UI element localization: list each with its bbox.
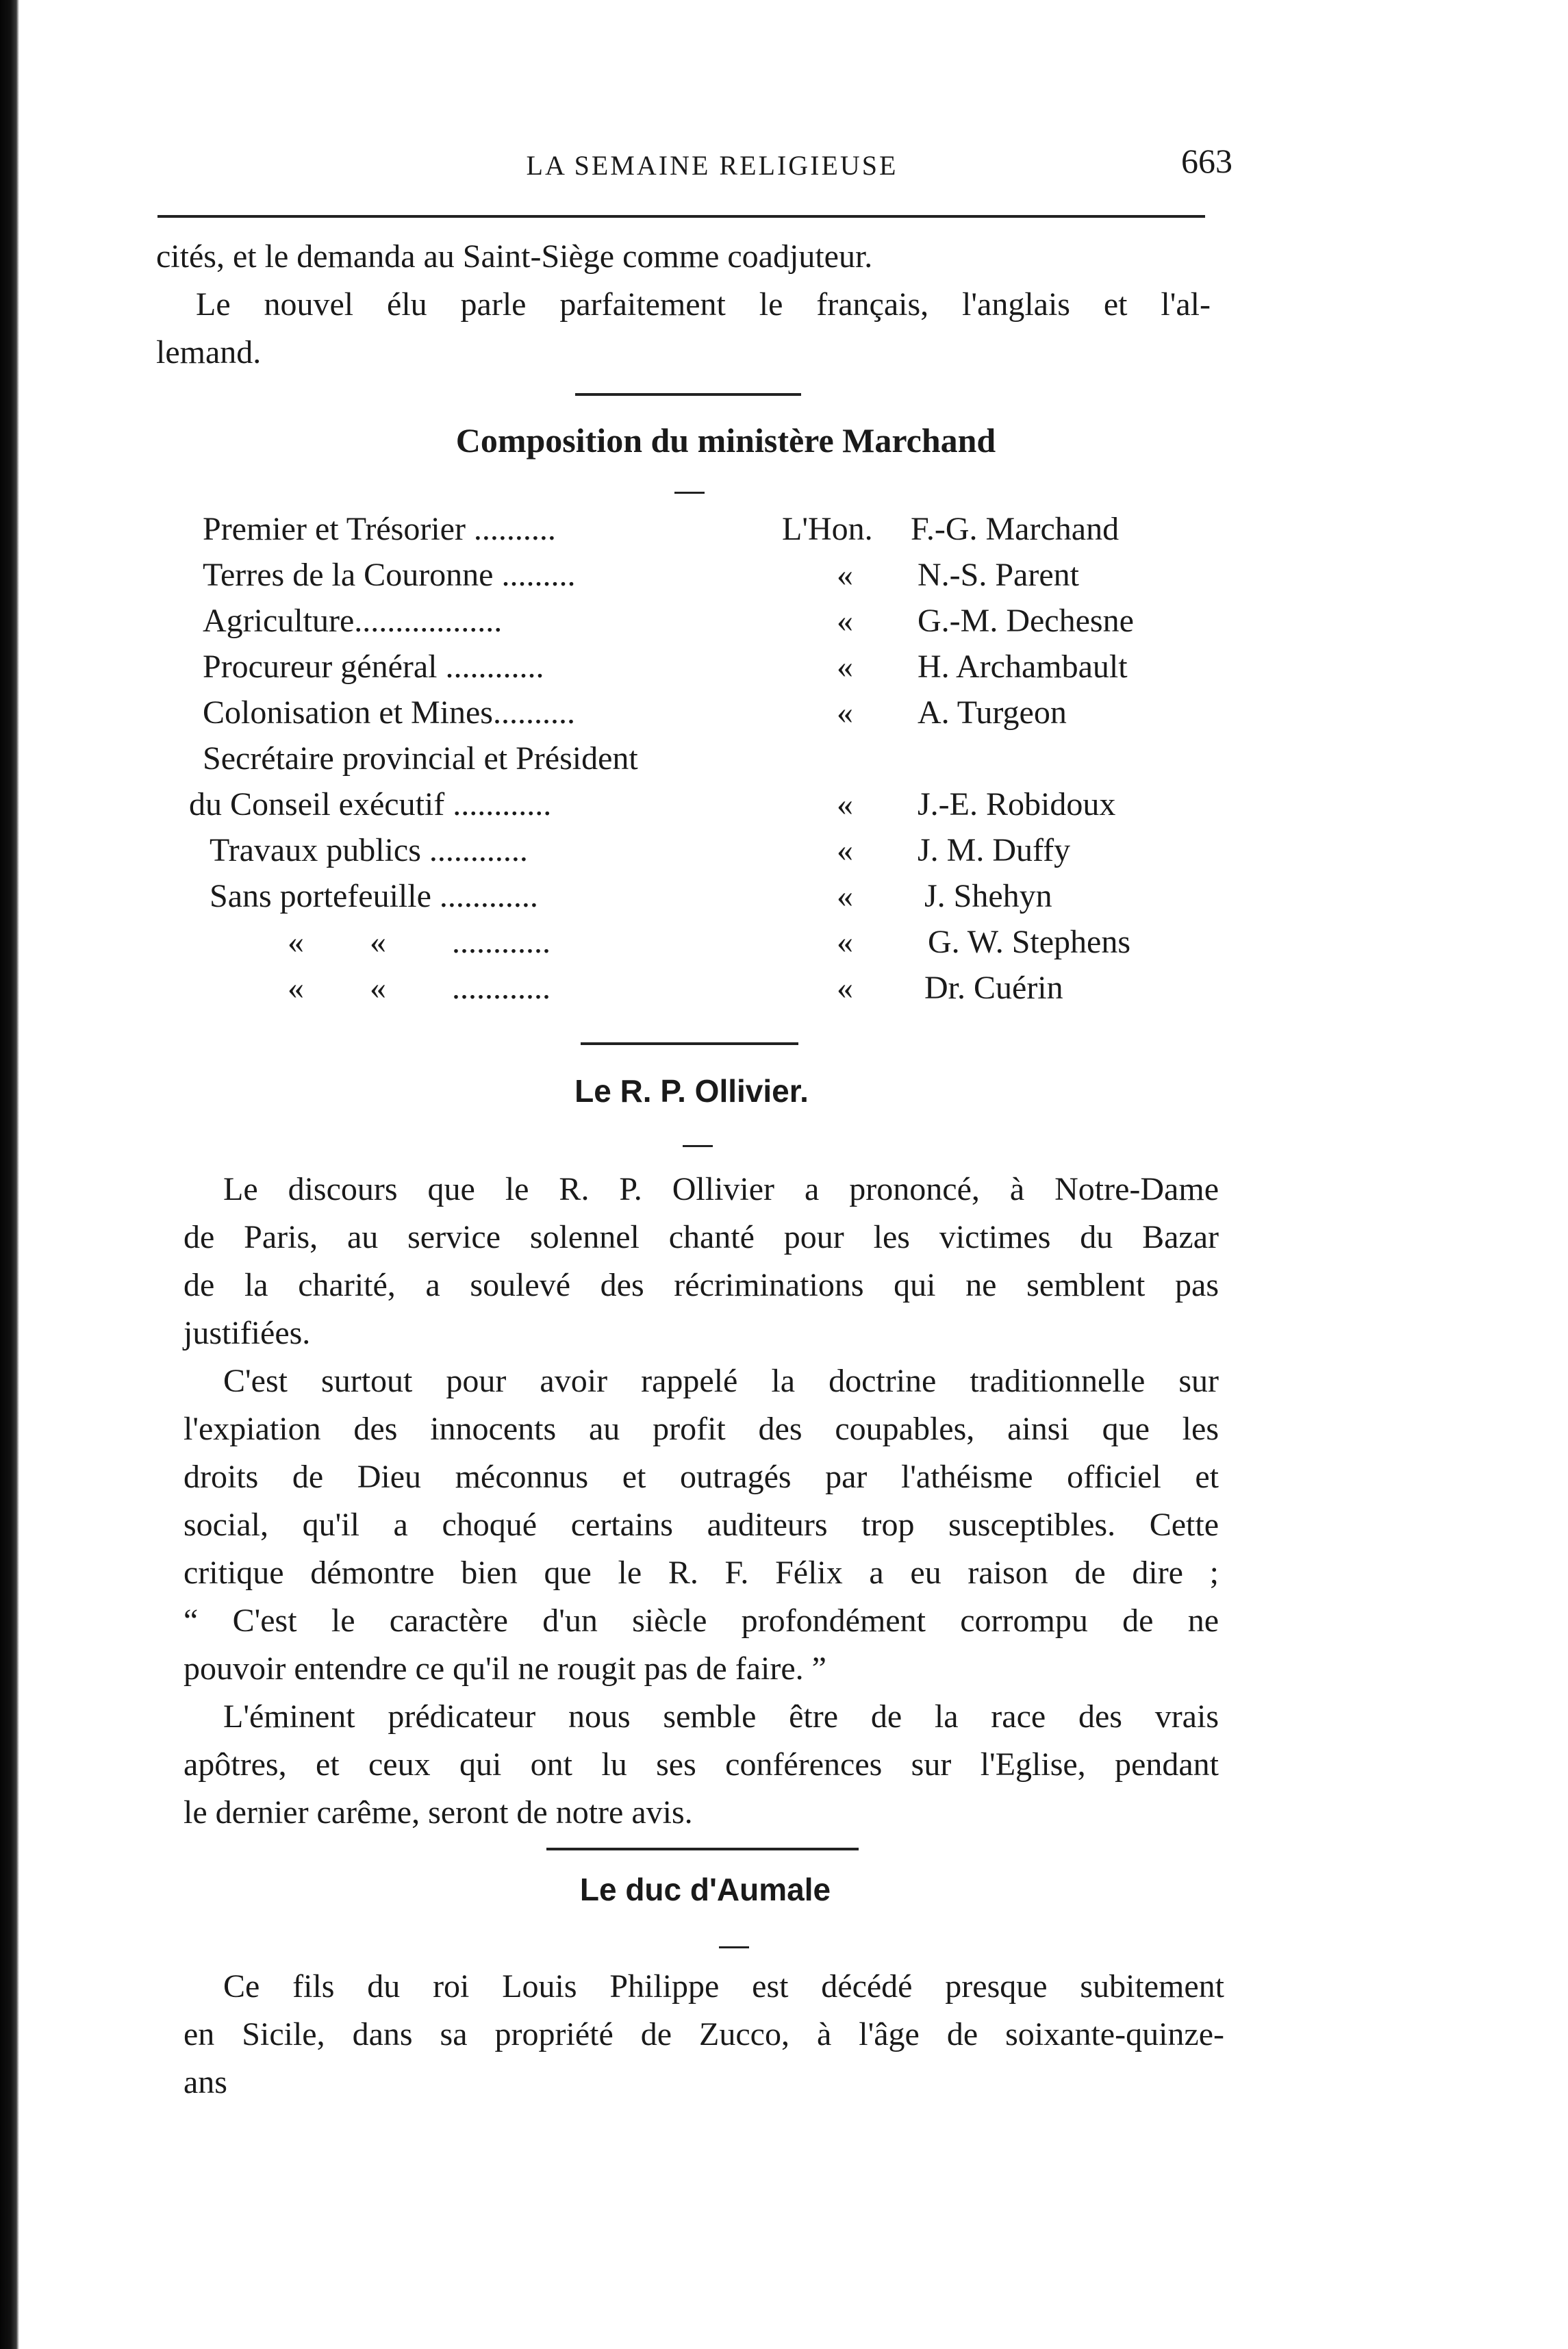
- ministry-title-mark: L'Hon.: [782, 511, 873, 547]
- ollivier-paragraph-1: [184, 1166, 1219, 1357]
- ministry-ditto-mark: «: [837, 649, 853, 685]
- ministry-minister: J. M. Duffy: [918, 832, 1071, 868]
- paragraph-line: critique démontre bien que le R. F. Félix a eu raison de dire ;: [184, 1555, 1219, 1591]
- intro-line: lemand.: [156, 334, 262, 370]
- aumale-paragraph: [184, 1963, 1224, 2107]
- heading-dash: [683, 1145, 713, 1147]
- intro-line: cités, et le demanda au Saint-Siège comme coadjuteur.: [156, 238, 873, 275]
- paragraph-line: Le discours que le R. P. Ollivier a prononcé, à Notre-Dame: [223, 1171, 1219, 1207]
- paragraph-line: de la charité, a soulevé des récriminations qui ne semblent pas: [184, 1267, 1219, 1303]
- ministry-office: Travaux publics ............: [210, 832, 528, 868]
- paragraph-line: de Paris, au service solennel chanté pour les victimes du Bazar: [184, 1219, 1219, 1255]
- ministry-ditto-mark: «: [837, 832, 853, 868]
- paragraph-line: pouvoir entendre ce qu'il ne rougit pas de faire. ”: [184, 1650, 826, 1687]
- paragraph-line: “ C'est le caractère d'un siècle profondément corrompu de ne: [184, 1603, 1219, 1639]
- section-heading-ministry: Composition du ministère Marchand: [455, 421, 996, 460]
- paragraph-line: L'éminent prédicateur nous semble être de la race des vrais: [223, 1698, 1219, 1735]
- paragraph-line: justifiées.: [184, 1315, 311, 1351]
- intro-line: Le nouvel élu parle parfaitement le français, l'anglais et l'al-: [196, 286, 1211, 323]
- ministry-minister: F.-G. Marchand: [911, 511, 1120, 547]
- ministry-minister: A. Turgeon: [918, 694, 1067, 731]
- ministry-minister: G. W. Stephens: [928, 924, 1131, 960]
- heading-dash: [719, 1946, 749, 1948]
- paragraph-line: C'est surtout pour avoir rappelé la doctrine traditionnelle sur: [223, 1363, 1219, 1399]
- ministry-office: Agriculture..................: [203, 603, 503, 639]
- ministry-office: Premier et Trésorier ..........: [203, 511, 556, 547]
- paragraph-line: droits de Dieu méconnus et outragés par l'athéisme officiel et: [184, 1459, 1219, 1495]
- heading-dash: [674, 492, 705, 494]
- paragraph-line: en Sicile, dans sa propriété de Zucco, à l'âge de soixante-quinze-: [184, 2016, 1224, 2052]
- ministry-minister: G.-M. Dechesne: [918, 603, 1134, 639]
- intro-paragraph: [156, 233, 1211, 377]
- header-rule: [157, 215, 1205, 218]
- section-rule: [581, 1042, 798, 1045]
- ministry-ditto-mark: «: [837, 970, 853, 1006]
- ministry-office: Secrétaire provincial et Président: [203, 740, 638, 777]
- ministry-office: du Conseil exécutif ............: [189, 786, 552, 822]
- paragraph-line: le dernier carême, seront de notre avis.: [184, 1794, 693, 1831]
- ministry-minister: N.-S. Parent: [918, 557, 1079, 593]
- paragraph-line: Ce fils du roi Louis Philippe est décédé presque subitement: [223, 1968, 1224, 2005]
- running-title: LA SEMAINE RELIGIEUSE: [526, 150, 898, 181]
- ministry-minister: Dr. Cuérin: [924, 970, 1063, 1006]
- section-rule: [546, 1848, 859, 1850]
- paragraph-line: apôtres, et ceux qui ont lu ses conférences sur l'Eglise, pendant: [184, 1746, 1219, 1783]
- page-number: 663: [1181, 142, 1232, 180]
- ministry-ditto-mark: «: [837, 878, 853, 914]
- ministry-office: Colonisation et Mines..........: [203, 694, 575, 731]
- ministry-ditto-mark: «: [837, 786, 853, 822]
- ollivier-paragraph-3: [184, 1693, 1219, 1837]
- paragraph-line: ans: [184, 2064, 227, 2100]
- ministry-ditto-mark: «: [837, 603, 853, 639]
- ministry-office: « « ............: [288, 970, 551, 1006]
- section-heading-aumale: Le duc d'Aumale: [579, 1872, 831, 1907]
- ministry-minister: J.-E. Robidoux: [918, 786, 1116, 822]
- ministry-ditto-mark: «: [837, 694, 853, 731]
- ministry-ditto-mark: «: [837, 557, 853, 593]
- paragraph-line: l'expiation des innocents au profit des coupables, ainsi que les: [184, 1411, 1219, 1447]
- section-heading-ollivier: Le R. P. Ollivier.: [574, 1073, 809, 1109]
- ministry-minister: J. Shehyn: [924, 878, 1052, 914]
- ministry-office: Procureur général ............: [203, 649, 544, 685]
- book-spine-shadow: [0, 0, 19, 2349]
- ministry-office: « « ............: [288, 924, 551, 960]
- paragraph-line: social, qu'il a choqué certains auditeurs trop susceptibles. Cette: [184, 1507, 1219, 1543]
- section-rule: [575, 393, 801, 396]
- ollivier-paragraph-2: [184, 1357, 1219, 1693]
- ministry-ditto-mark: «: [837, 924, 853, 960]
- ministry-office: Sans portefeuille ............: [210, 878, 538, 914]
- ministry-office: Terres de la Couronne .........: [203, 557, 576, 593]
- ministry-minister: H. Archambault: [918, 649, 1128, 685]
